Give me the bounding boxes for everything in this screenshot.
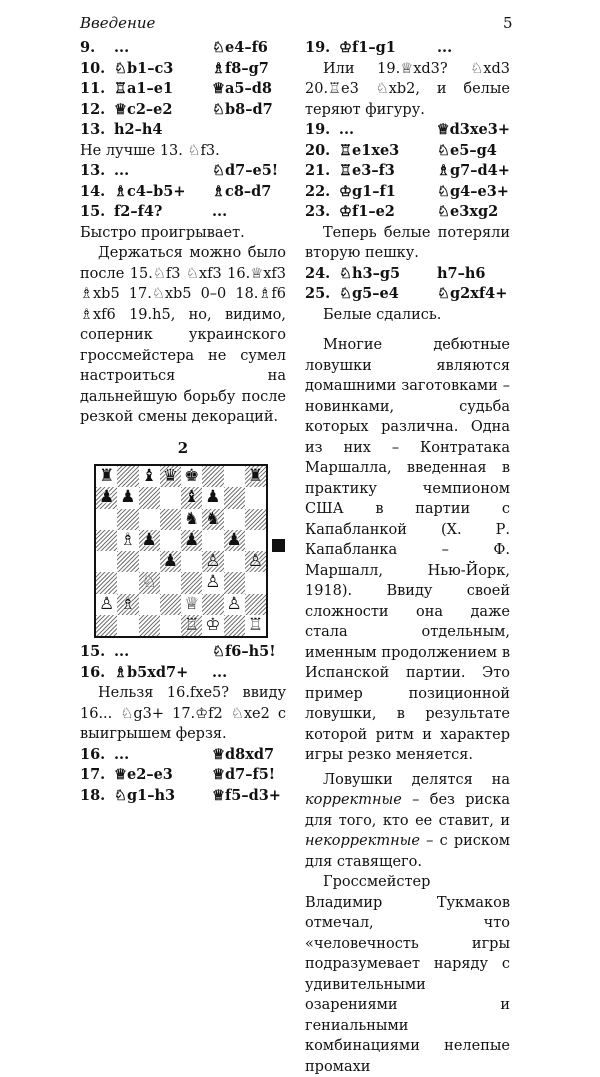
move-row (80, 786, 286, 807)
move-number: 13. (80, 162, 106, 179)
black-move: ♕a5–d8 (212, 80, 272, 97)
square-a1 (96, 615, 117, 636)
move-number: 11. (80, 80, 106, 97)
square-d1 (160, 615, 181, 636)
chess-piece-icon: ♟ (205, 487, 221, 508)
white-move: ♕c2–e2 (114, 100, 173, 118)
square-f5 (202, 530, 223, 551)
black-move: ♕d7–f5! (212, 766, 276, 783)
square-b3 (117, 572, 138, 593)
square-d2 (160, 594, 181, 615)
moves-block (80, 642, 286, 683)
black-move: ♘b8–d7 (212, 100, 273, 118)
move-row (80, 745, 286, 766)
moves-block (80, 161, 286, 223)
square-g6 (224, 509, 245, 530)
move-row (80, 38, 286, 59)
chess-piece-icon: ♝ (184, 487, 200, 508)
moves-block (305, 264, 510, 305)
move-number: 16. (80, 745, 106, 763)
move-row (80, 100, 286, 121)
square-a3 (96, 572, 117, 593)
chess-piece-icon: ♙ (205, 572, 221, 593)
chess-piece-icon: ♞ (184, 508, 200, 529)
moves-block (305, 38, 510, 59)
black-move: ... (212, 663, 228, 681)
square-c2 (139, 594, 160, 615)
square-d3 (160, 572, 181, 593)
right-column (305, 38, 510, 1077)
square-a4 (96, 551, 117, 572)
move-row (305, 38, 510, 59)
move-row (80, 765, 286, 786)
chess-piece-icon: ♙ (226, 593, 242, 614)
note: Быстро проигрывает. (80, 224, 245, 241)
chess-piece-icon: ♖ (247, 614, 263, 635)
note: Или 19.♕xd3? ♘xd3 20.♖e3 ♘xb2, и белые теряют фигуру. (305, 60, 510, 118)
square-a5 (96, 530, 117, 551)
chess-piece-icon: ♜ (99, 466, 115, 487)
move-row (80, 161, 286, 182)
white-move: ... (114, 643, 130, 660)
chess-piece-icon: ♖ (184, 614, 200, 635)
move-number: 15. (80, 203, 106, 220)
black-move: ♗f8–g7 (212, 59, 269, 77)
square-c7 (139, 487, 160, 508)
white-move: ♗c4–b5+ (114, 182, 186, 200)
move-number: 21. (305, 162, 331, 179)
move-row (80, 59, 286, 80)
square-h7 (245, 487, 266, 508)
square-f2 (202, 594, 223, 615)
chess-piece-icon: ♙ (205, 551, 221, 572)
black-move: ♘e5–g4 (437, 141, 497, 159)
page-number: 5 (503, 14, 513, 32)
square-h6 (245, 509, 266, 530)
white-move: ... (114, 39, 130, 56)
white-move: ♖e3–f3 (339, 162, 395, 179)
moves-block (80, 38, 286, 141)
white-move: ... (114, 162, 130, 179)
white-move: ... (114, 745, 130, 763)
move-row (305, 161, 510, 182)
move-number: 13. (80, 121, 106, 138)
move-number: 19. (305, 121, 331, 138)
black-move: ♘f6–h5! (212, 643, 276, 660)
chess-piece-icon: ♜ (247, 466, 263, 487)
chess-piece-icon: ♟ (184, 529, 200, 550)
white-move: ... (338, 121, 355, 138)
white-move: ♘g5–e4 (339, 285, 399, 302)
move-row (80, 120, 286, 141)
square-c6 (139, 509, 160, 530)
move-row (305, 120, 510, 141)
move-row (80, 642, 286, 663)
chess-board (94, 464, 268, 638)
square-g3 (224, 572, 245, 593)
move-row (305, 264, 510, 285)
square-b4 (117, 551, 138, 572)
chess-piece-icon: ♕ (184, 593, 200, 614)
chess-piece-icon: ♟ (162, 551, 178, 572)
move-number: 22. (305, 182, 331, 200)
square-e3 (181, 572, 202, 593)
paragraph: Нельзя 16.fxe5? ввиду 16... ♘g3+ 17.♔f2 ♘xe2 с выигрышем ферзя. (80, 685, 286, 742)
move-row (80, 202, 286, 223)
square-g4 (224, 551, 245, 572)
move-number: 12. (80, 100, 106, 118)
paragraph: Держаться можно было после 15.♘f3 ♘xf3 16.♕xf3 ♗xb5 17.♘xb5 0–0 18.♗f6 ♗xf6 19.h5, но, видимо, соперник украинского гроссмейстера не сумел настроиться на дальнейшую борьбу после резкой смены декораций. (80, 245, 286, 425)
black-to-move-marker (272, 539, 285, 552)
black-move: ♗g7–d4+ (437, 162, 510, 179)
chess-piece-icon: ♙ (99, 593, 115, 614)
black-move: ♕d8xd7 (212, 745, 275, 763)
black-move: ♘e4–f6 (212, 39, 268, 56)
move-number: 23. (305, 203, 331, 220)
move-number: 17. (80, 766, 106, 783)
black-move: ... (212, 203, 228, 220)
black-move: ♘g2xf4+ (437, 285, 508, 302)
move-number: 15. (80, 643, 106, 660)
term-correct: корректные (305, 792, 402, 808)
note: Белые сдались. (323, 306, 442, 323)
black-move: h7–h6 (437, 264, 486, 282)
move-number: 14. (80, 182, 106, 200)
move-row (80, 79, 286, 100)
square-g7 (224, 487, 245, 508)
chess-piece-icon: ♙ (247, 551, 263, 572)
move-row (305, 284, 510, 305)
square-d5 (160, 530, 181, 551)
move-number: 20. (305, 141, 331, 159)
move-number: 10. (80, 59, 106, 77)
white-move: ♕e2–e3 (114, 766, 173, 783)
chess-piece-icon: ♞ (205, 508, 221, 529)
square-g1 (224, 615, 245, 636)
move-number: 18. (80, 786, 106, 804)
white-move: f2–f4? (114, 203, 163, 220)
square-c1 (139, 615, 160, 636)
white-move: ♘b1–c3 (114, 59, 174, 77)
chess-piece-icon: ♟ (226, 529, 242, 550)
square-c4 (139, 551, 160, 572)
black-move: ♗c8–d7 (212, 182, 272, 200)
moves-block (305, 120, 510, 223)
square-h5 (245, 530, 266, 551)
diagram (80, 464, 286, 642)
paragraph (305, 770, 510, 873)
move-row (80, 663, 286, 684)
chess-piece-icon: ♝ (141, 466, 157, 487)
square-b6 (117, 509, 138, 530)
text: – без риска для того, кто ее ставит, и (305, 792, 510, 829)
black-move: ♘g4–e3+ (437, 182, 509, 200)
note: Не лучше 13. ♘f3. (80, 142, 220, 159)
square-f8 (202, 466, 223, 487)
chess-piece-icon: ♘ (141, 572, 157, 593)
text: Ловушки делятся на (323, 771, 510, 788)
text: – с риском для ставящего. (305, 833, 510, 870)
chess-piece-icon: ♚ (184, 466, 200, 487)
black-move: ♕d3xe3+ (436, 121, 510, 138)
square-g8 (224, 466, 245, 487)
chess-piece-icon: ♗ (120, 593, 136, 614)
paragraph: Гроссмейстер Владимир Тукмаков отмечал, что «человечность игры подразумевает наряду с удивительными озарениями и гениальными комбинациями нелепые промахи (305, 874, 510, 1075)
move-number: 25. (305, 285, 331, 302)
square-d7 (160, 487, 181, 508)
square-b8 (117, 466, 138, 487)
black-move: ♘d7–e5! (212, 162, 279, 179)
note: Теперь белые потеряли вторую пешку. (305, 224, 510, 261)
move-row (305, 182, 510, 203)
white-move: ♔f1–e2 (339, 203, 395, 220)
black-move: ♘e3xg2 (437, 203, 499, 220)
black-move: ... (437, 39, 453, 56)
white-move: h2–h4 (114, 121, 163, 138)
square-b1 (117, 615, 138, 636)
move-number: 9. (80, 39, 96, 56)
chess-piece-icon: ♛ (162, 466, 178, 487)
white-move: ♖e1xe3 (339, 141, 400, 159)
chess-piece-icon: ♟ (141, 529, 157, 550)
chess-piece-icon: ♗ (120, 529, 136, 550)
move-row (305, 202, 510, 223)
square-h3 (245, 572, 266, 593)
white-move: ♔f1–g1 (339, 39, 396, 56)
term-incorrect: некорректные (305, 833, 421, 849)
chess-piece-icon: ♔ (205, 614, 221, 635)
move-number: 24. (305, 264, 331, 282)
white-move: ♖a1–e1 (114, 80, 174, 97)
move-row (305, 141, 510, 162)
chess-piece-icon: ♟ (120, 487, 136, 508)
square-h2 (245, 594, 266, 615)
white-move: ♘h3–g5 (339, 264, 401, 282)
chess-piece-icon: ♟ (99, 487, 115, 508)
square-e4 (181, 551, 202, 572)
square-a6 (96, 509, 117, 530)
square-d6 (160, 509, 181, 530)
moves-block (80, 745, 286, 807)
white-move: ♔g1–f1 (339, 182, 396, 200)
white-move: ♘g1–h3 (114, 786, 176, 804)
left-column (80, 38, 286, 806)
diagram-number: 2 (177, 438, 189, 457)
move-row (80, 182, 286, 203)
white-move: ♗b5xd7+ (114, 663, 189, 681)
paragraph: Многие дебютные ловушки являются домашними заготовками – новинками, судьба которых различна. Одна из них – Контратака Маршалла, введенная в практику чемпионом США в партии с Капабланкой (Х. Р. Капабланка – Ф. Маршалл, Нью-Йорк, 1918). Ввиду своей сложности она даже стала отдельным, именным продолжением в Испанской партии. Это пример позиционной ловушки, в результате которой ритм и характер игры резко меняется. (305, 337, 510, 763)
black-move: ♕f5–d3+ (212, 786, 281, 804)
move-number: 16. (80, 663, 106, 681)
running-header-title: Введение (80, 14, 156, 32)
move-number: 19. (305, 39, 331, 56)
